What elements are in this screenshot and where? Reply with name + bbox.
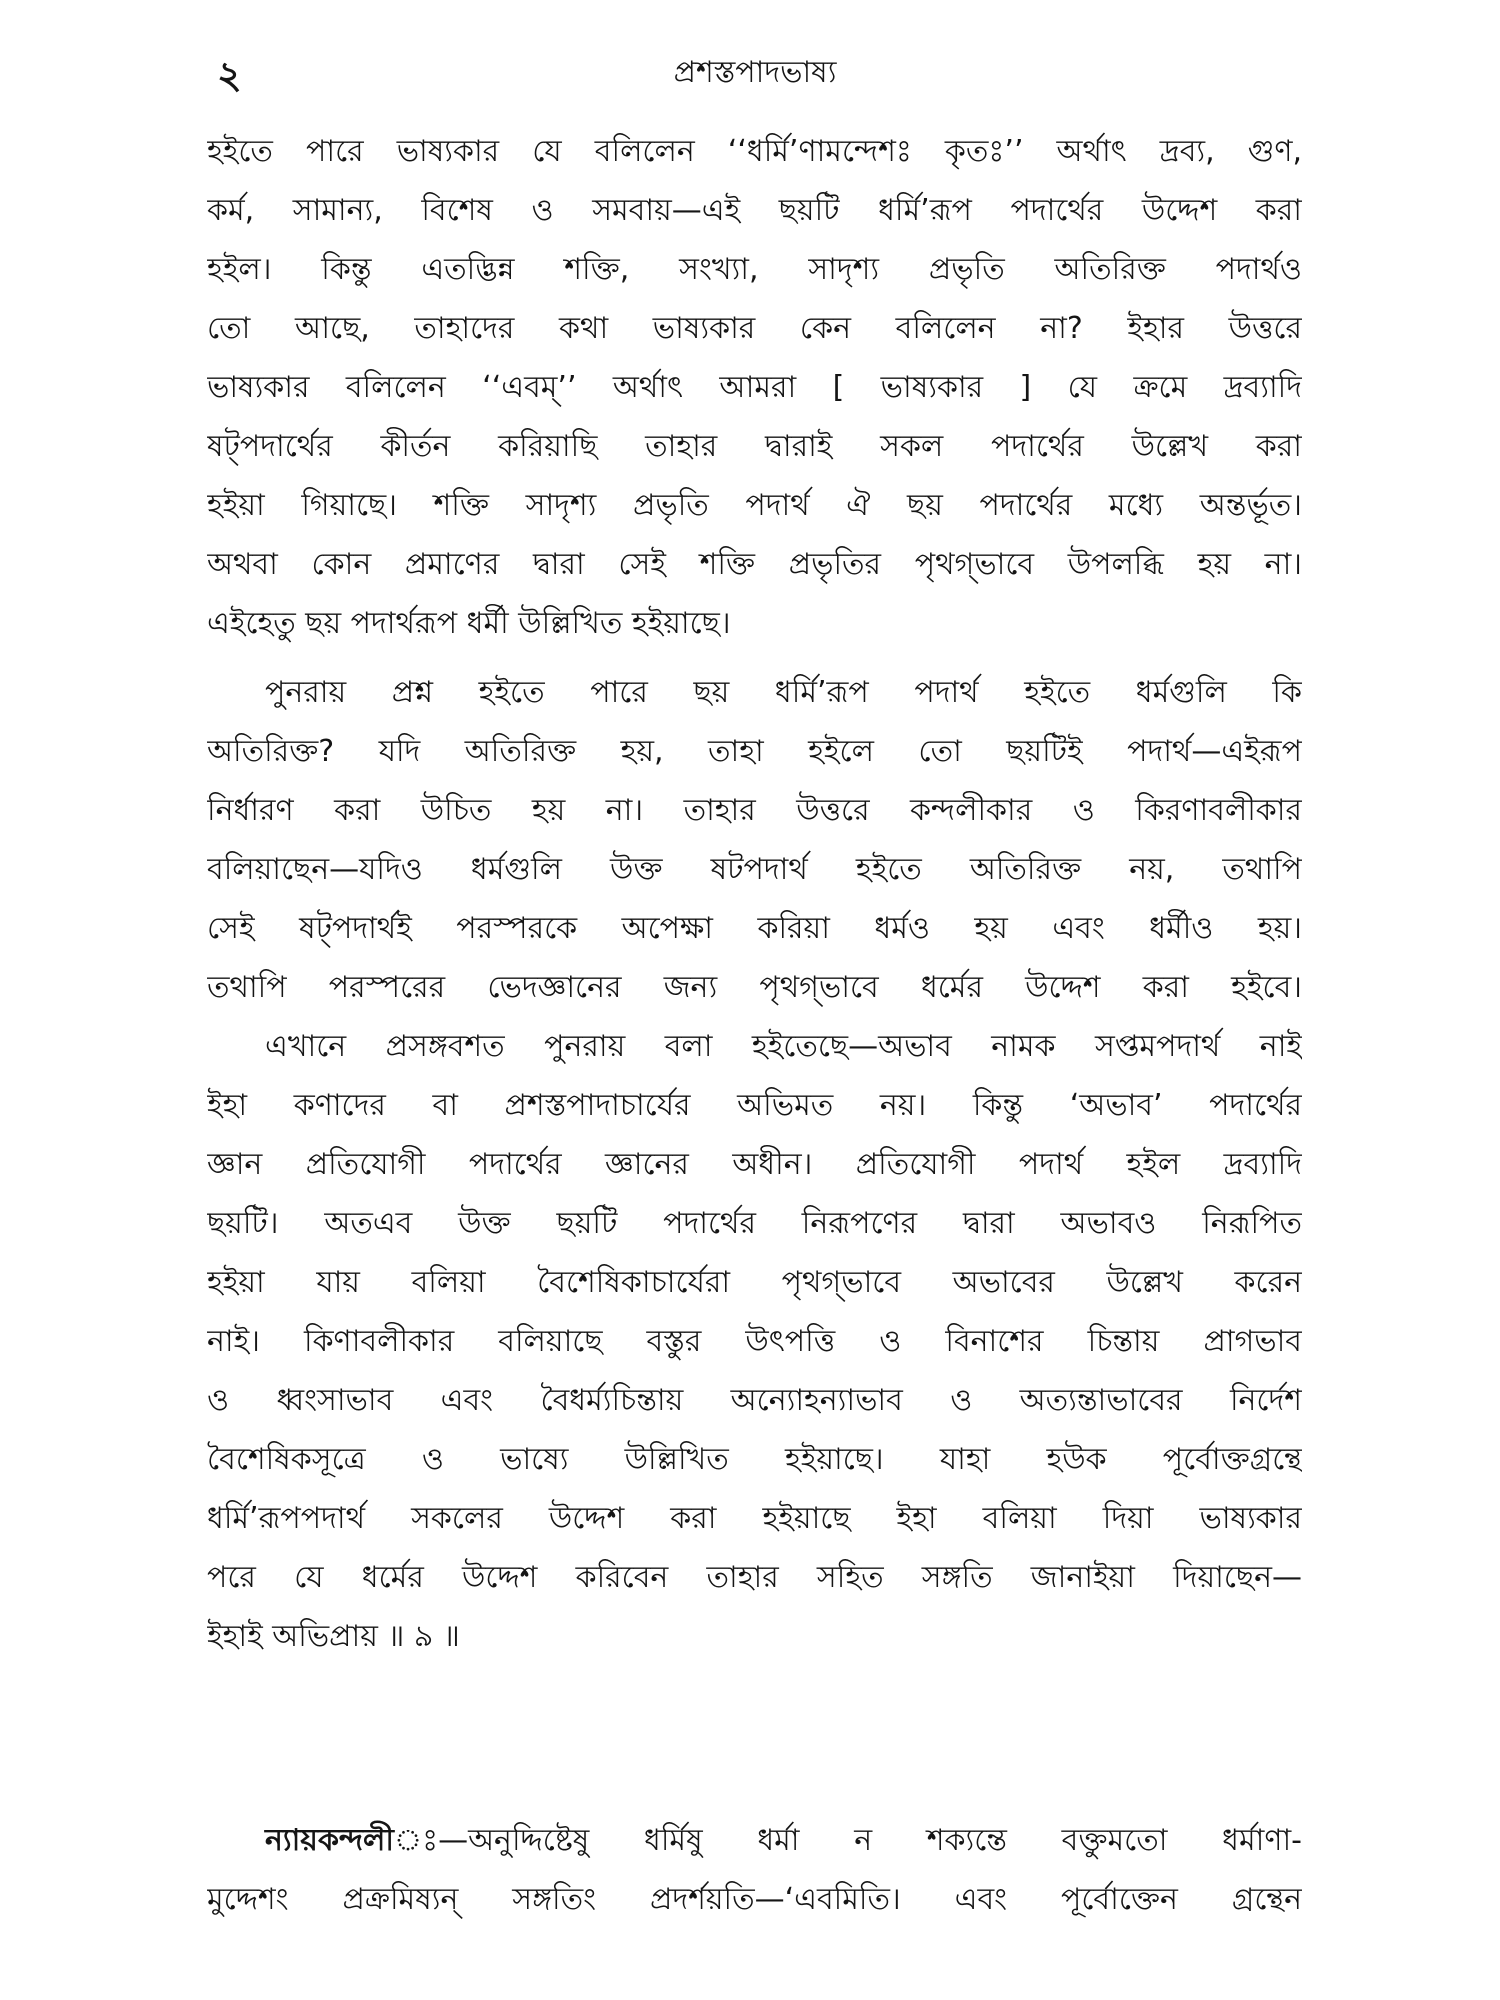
text-line: ছয়টি। অতএব উক্ত ছয়টি পদার্থের নিরূপণের দ্বারা অভাবও নিরূপিত bbox=[207, 1206, 1302, 1241]
paragraph-3 bbox=[207, 1017, 1302, 1666]
text-line: তথাপি পরস্পরের ভেদজ্ঞানের জন্য পৃথগ্‌ভাবে ধর্মের উদ্দেশ করা হইবে। bbox=[207, 970, 1302, 1005]
text-line: পুনরায় প্রশ্ন হইতে পারে ছয় ধর্মি’রূপ পদার্থ হইতে ধর্মগুলি কি bbox=[265, 675, 1302, 710]
text-line: বৈশেষিকসূত্রে ও ভাষ্যে উল্লিখিত হইয়াছে। যাহা হউক পূর্বোক্তগ্রন্থে bbox=[207, 1442, 1302, 1477]
page-number: ২ bbox=[217, 53, 242, 97]
text-line: অথবা কোন প্রমাণের দ্বারা সেই শক্তি প্রভৃতির পৃথগ্‌ভাবে উপলব্ধি হয় না। bbox=[207, 547, 1302, 582]
page-header bbox=[205, 40, 1305, 100]
text-line: এইহেতু ছয় পদার্থরূপ ধর্মী উল্লিখিত হইয়াছে। bbox=[207, 606, 731, 641]
text-line: ধর্মি’রূপপদার্থ সকলের উদ্দেশ করা হইয়াছে ইহা বলিয়া দিয়া ভাষ্যকার bbox=[207, 1501, 1302, 1536]
text-line: ভাষ্যকার বলিলেন ‘‘এবম্’’ অর্থাৎ আমরা [ ভাষ্যকার ] যে ক্রমে দ্রব্যাদি bbox=[207, 370, 1302, 405]
text-line: পরে যে ধর্মের উদ্দেশ করিবেন তাহার সহিত সঙ্গতি জানাইয়া দিয়াছেন— bbox=[207, 1560, 1302, 1595]
footnote-text: ঃ—অনুদ্দিষ্টেষু ধর্মিষু ধর্মা ন শক্যন্তে বক্তুমতো ধর্মাণা- bbox=[393, 1823, 1302, 1858]
text-line: ইহাই অভিপ্রায় ॥ ৯ ॥ bbox=[207, 1619, 460, 1654]
text-line: হইয়া যায় বলিয়া বৈশেষিকাচার্যেরা পৃথগ্‌ভাবে অভাবের উল্লেখ করেন bbox=[207, 1265, 1302, 1300]
text-line: জ্ঞান প্রতিযোগী পদার্থের জ্ঞানের অধীন। প্রতিযোগী পদার্থ হইল দ্রব্যাদি bbox=[207, 1147, 1302, 1182]
text-line: কর্ম, সামান্য, বিশেষ ও সমবায়—এই ছয়টি ধর্মি’রূপ পদার্থের উদ্দেশ করা bbox=[207, 193, 1302, 228]
paragraph-2 bbox=[207, 663, 1302, 1017]
commentary-title: ন্যায়কন্দলী bbox=[265, 1823, 394, 1858]
text-line: ষট্‌পদার্থের কীর্তন করিয়াছি তাহার দ্বারাই সকল পদার্থের উল্লেখ করা bbox=[207, 429, 1302, 464]
footnote-line bbox=[207, 1812, 1302, 1871]
text-line: তো আছে, তাহাদের কথা ভাষ্যকার কেন বলিলেন না? ইহার উত্তরে bbox=[207, 311, 1302, 346]
text-line: বলিয়াছেন—যদিও ধর্মগুলি উক্ত ষটপদার্থ হইতে অতিরিক্ত নয়, তথাপি bbox=[207, 852, 1302, 887]
text-line: ইহা কণাদের বা প্রশস্তপাদাচার্যের অভিমত নয়। কিন্তু ‘অভাব’ পদার্থের bbox=[207, 1088, 1302, 1123]
text-line: হইয়া গিয়াছে। শক্তি সাদৃশ্য প্রভৃতি পদার্থ ঐ ছয় পদার্থের মধ্যে অন্তর্ভূত। bbox=[207, 488, 1302, 523]
paragraph-1 bbox=[207, 122, 1302, 653]
text-line: ও ধ্বংসাভাব এবং বৈধর্ম্যচিন্তায় অন্যোহন্যাভাব ও অত্যন্তাভাবের নির্দেশ bbox=[207, 1383, 1302, 1418]
footnote-line: মুদ্দেশং প্রক্রমিষ্যন্ সঙ্গতিং প্রদর্শয়তি—‘এবমিতি। এবং পূর্বোক্তেন গ্রন্থেন bbox=[207, 1882, 1302, 1917]
text-line: নাই। কিণাবলীকার বলিয়াছে বস্তুর উৎপত্তি ও বিনাশের চিন্তায় প্রাগভাব bbox=[207, 1324, 1302, 1359]
text-line: নির্ধারণ করা উচিত হয় না। তাহার উত্তরে কন্দলীকার ও কিরণাবলীকার bbox=[207, 793, 1302, 828]
paragraph-gap bbox=[207, 653, 1302, 663]
body-text bbox=[207, 122, 1302, 1666]
text-line: এখানে প্রসঙ্গবশত পুনরায় বলা হইতেছে—অভাব নামক সপ্তমপদার্থ নাই bbox=[265, 1029, 1302, 1064]
text-line: অতিরিক্ত? যদি অতিরিক্ত হয়, তাহা হইলে তো ছয়টিই পদার্থ—এইরূপ bbox=[207, 734, 1302, 769]
text-line: সেই ষট্‌পদার্থই পরস্পরকে অপেক্ষা করিয়া ধর্মও হয় এবং ধর্মীও হয়। bbox=[207, 911, 1302, 946]
footnote-commentary bbox=[207, 1812, 1302, 1930]
text-line: হইল। কিন্তু এতদ্ভিন্ন শক্তি, সংখ্যা, সাদৃশ্য প্রভৃতি অতিরিক্ত পদার্থও bbox=[207, 252, 1302, 287]
running-title: প্রশস্তপাদভাষ্য bbox=[673, 55, 837, 90]
text-line: হইতে পারে ভাষ্যকার যে বলিলেন ‘‘ধর্মি’ণামন্দেশঃ কৃতঃ’’ অর্থাৎ দ্রব্য, গুণ, bbox=[207, 134, 1302, 169]
